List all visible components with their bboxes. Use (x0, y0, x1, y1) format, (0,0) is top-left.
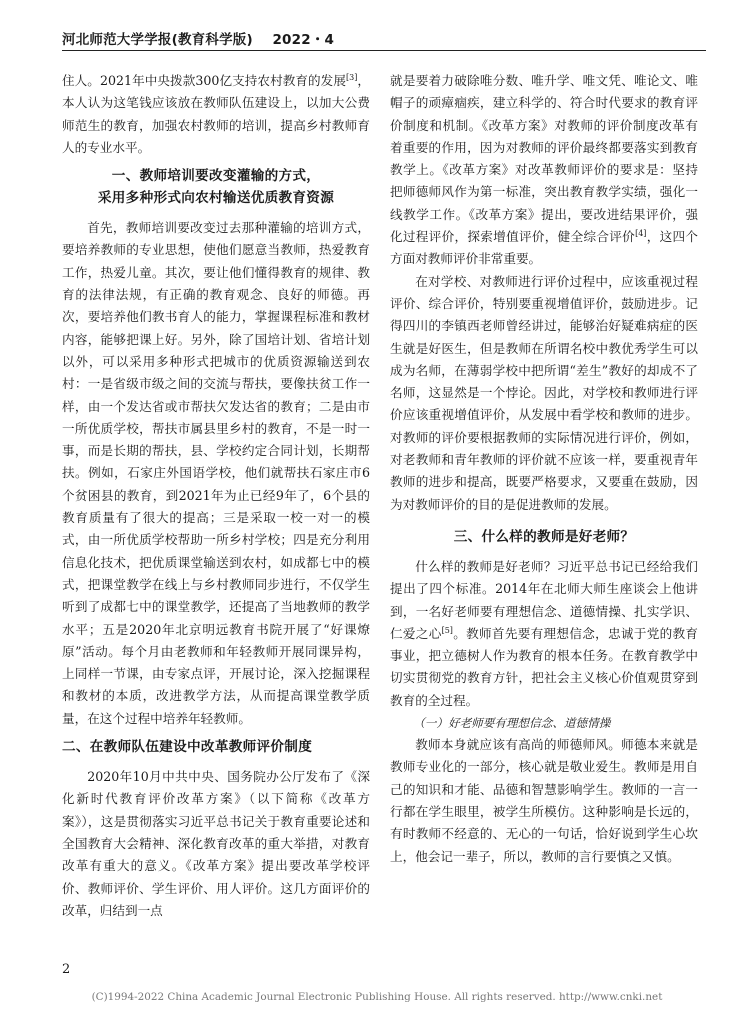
subsection-heading: （一）好老师要有理想信念、道德情操 (413, 716, 611, 731)
copyright-footer: (C)1994-2022 China Academic Journal Electronic Publishing House. All rights reserved. http://www.cnki.net (91, 991, 663, 1003)
paragraph: 2020年10月中共中央、国务院办公厅发布了《深化新时代教育评价改革方案》（以下简称《改革方案》），这是贯彻落实习近平总书记关于教育重要论述和全国教育大会精神、深化教育改革的重大举措，对教育改革有重大的意义。《改革方案》提出要改革学校评价、教师评价、学生评价、用人评价。这几方面评价的改革，归结到一点 (62, 769, 370, 918)
paragraph: 在对学校、对教师进行评价过程中，应该重视过程评价、综合评价，特别要重视增值评价，鼓励进步。记得四川的李镇西老师曾经讲过，能够治好疑难病症的医生就是好医生，但是教师在所谓名校中教优秀学生可以成为名师，在薄弱学校中把所谓“差生”教好的却成不了名师，这显然是一个悖论。因此，对学校和教师进行评价应该重视增值评价，从发展中看学校和教师的进步。对教师的评价要根据教师的实际情况进行评价，例如，对老教师和青年教师的评价就不应该一样，要重视青年教师的进步和提高，既要严格要求，又要重在鼓励，因为对教师评价的目的是促进教师的发展。 (390, 273, 698, 512)
header-rule (62, 50, 706, 51)
issue-number: 2022・4 (272, 32, 335, 48)
paragraph: 首先，教师培训要改变过去那种灌输的培训方式，要培养教师的专业思想，使他们愿意当教师，热爱教育工作，热爱儿童。其次，要让他们懂得教育的规律、教育的法律法规，有正确的教育观念、良好的师德。再次，要培养他们教书育人的能力，掌握课程标准和教材内容，能够把课上好。另外，除了国培计划、省培计划以外，可以采用多种形式把城市的优质资源输送到农村：一是省级市级之间的交流与帮扶，要像扶贫工作一样，由一个发达省或市帮扶欠发达省的教育；二是由市一所优质学校，帮扶市属县里乡村的教育，不是一时一事，而是长期的帮扶，县、学校约定合同计划，长期帮扶。例如，石家庄外国语学校，他们就帮扶石家庄市6个贫困县的教育，到2021年为止已经9年了，6个县的教育质量有了很大的提高；三是采取一校一对一的模式，由一所优质学校帮助一所乡村学校；四是充分利用信息化技术，把优质课堂输送到农村，如成都七中的模式，把课堂教学在线上与乡村教师同步进行，不仅学生听到了成都七中的课堂教学，还提高了当地教师的教学水平；五是2020年北京明远教育书院开展了“好课燎原”活动。每个月由老教师和年轻教师开展同课异构，上同样一节课，由专家点评，开展讨论，深入挖掘课程和教材的本质，改进教学方法，从而提高课堂教学质量，在这个过程中培养年轻教师。 (62, 220, 370, 726)
right-column (390, 70, 698, 868)
journal-title: 河北师范大学学报(教育科学版) 2022・4 (62, 32, 335, 48)
section-heading-3: 三、什么样的教师是好老师？ (453, 528, 635, 545)
running-header (62, 22, 706, 52)
section-heading-2: 二、在教师队伍建设中改革教师评价制度 (62, 739, 313, 756)
section-heading-1: 一、教师培训要改变灌输的方式， 采用多种形式向农村输送优质教育资源 (97, 168, 335, 207)
left-column (62, 70, 370, 922)
paragraph: 什么样的教师是好老师？习近平总书记已经给我们提出了四个标准。2014年在北师大师生座谈会上他讲到，一名好老师要有理想信念、道德情操、扎实学识、仁爱之心[5]。教师首先要有理想信念，忠诚于党的教育事业，把立德树人作为教育的根本任务。在教育教学中切实贯彻党的教育方针，把社会主义核心价值观贯穿到教育的全过程。 (390, 558, 699, 708)
paragraph: 就是要着力破除唯分数、唯升学、唯文凭、唯论文、唯帽子的顽瘴痼疾，建立科学的、符合时代要求的教育评价制度和机制。《改革方案》对教师的评价制度改革有着重要的作用，因为对教师的评价最终都要落实到教育教学上。《改革方案》对改革教师评价的要求是：坚持把师德师风作为第一标准，突出教育教学实绩，强化一线教学工作。《改革方案》提出，要改进结果评价，强化过程评价，探索增值评价，健全综合评价[4]，这四个方面对教师评价非常重要。 (390, 73, 699, 267)
paragraph: 教师本身就应该有高尚的师德师风。师德本来就是教师专业化的一部分，核心就是敬业爱生。教师是用自己的知识和才能、品德和智慧影响学生。教师的一言一行都在学生眼里，被学生所模仿。这种影响是长远的，有时教师不经意的、无心的一句话，恰好说到学生心坎上，他会记一辈子，所以，教师的言行要慎之又慎。 (390, 737, 698, 864)
paragraph: 住人。2021年中央拨款300亿支持农村教育的发展[3]，本人认为这笔钱应该放在教师队伍建设上，以加大公费师范生的教育，加强农村教师的培训，提高乡村教师育人的专业水平。 (62, 72, 370, 155)
page-number: 2 (62, 962, 71, 977)
